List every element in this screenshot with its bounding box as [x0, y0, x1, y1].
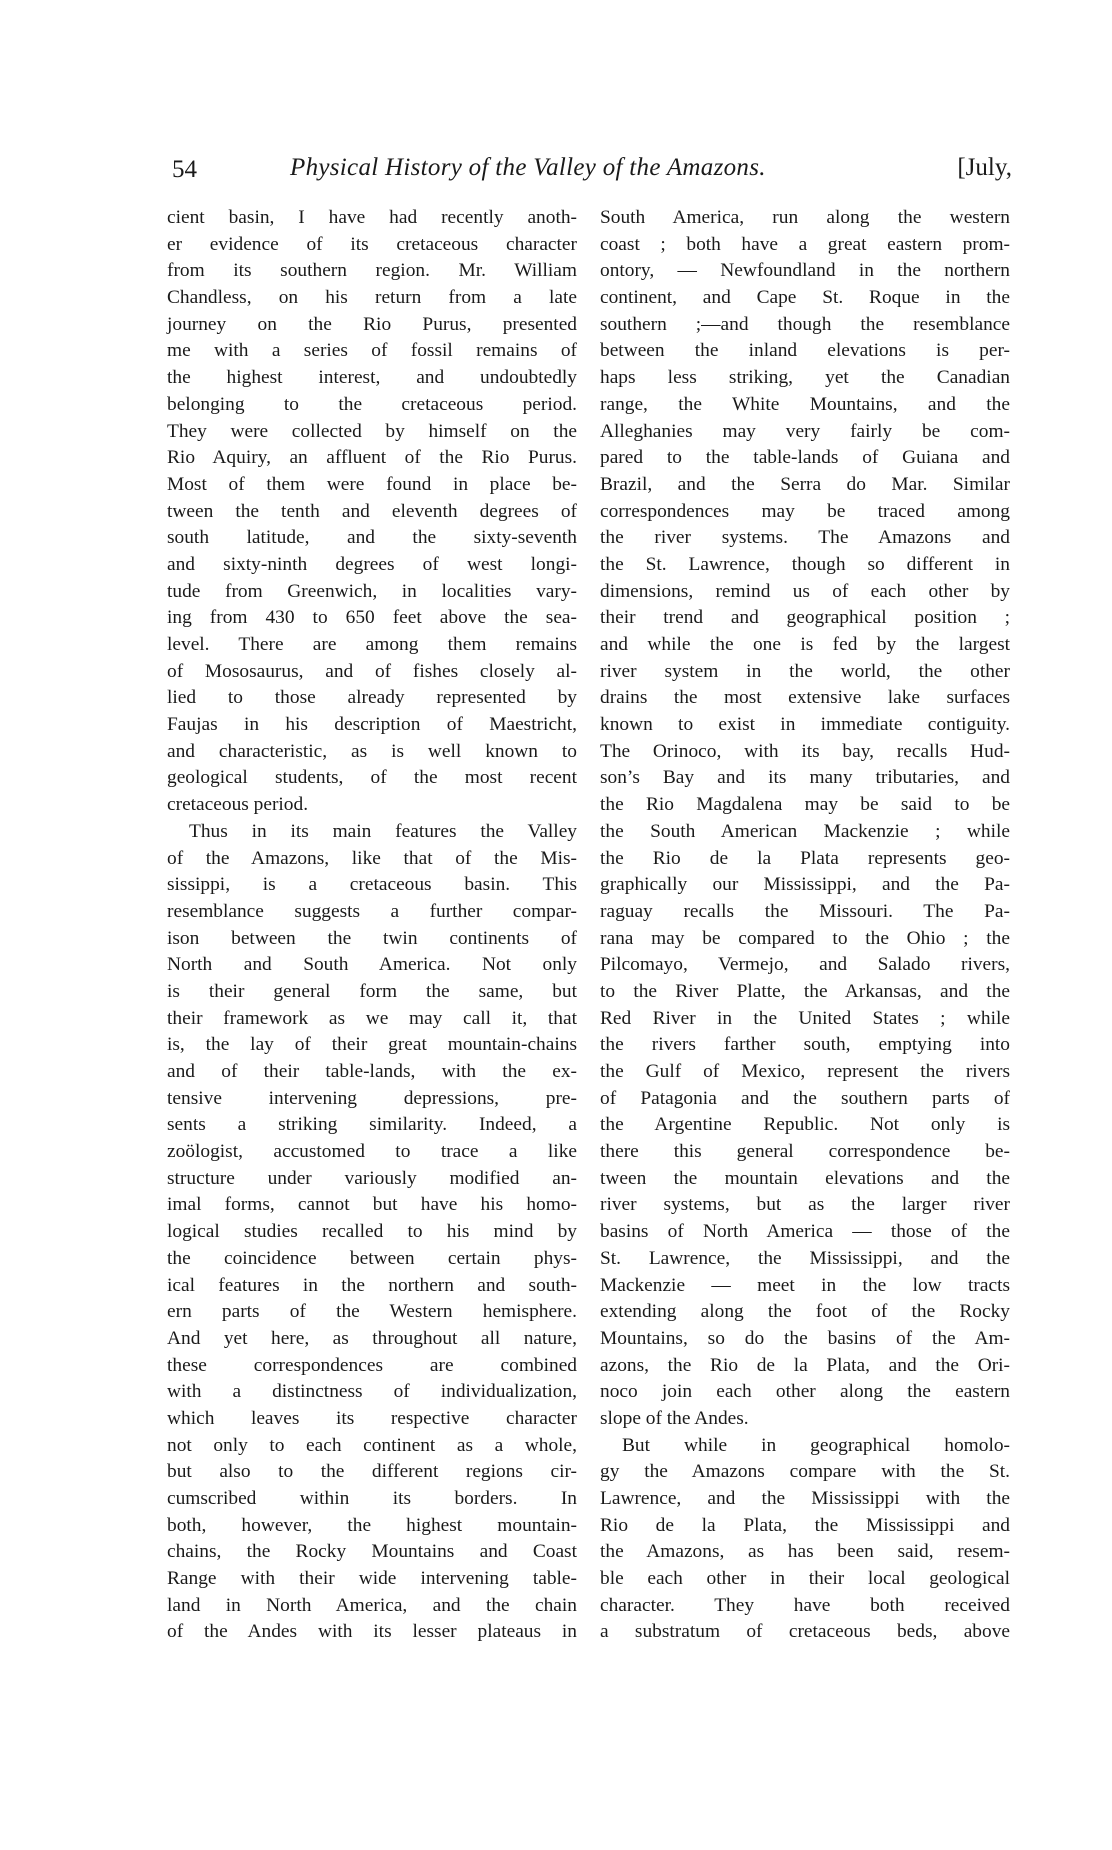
text-line: of Patagonia and the southern parts of [600, 1087, 1010, 1109]
text-line: They were collected by himself on the [167, 420, 577, 442]
text-line: their trend and geographical position ; [600, 607, 1010, 629]
text-line: between the inland elevations is per- [600, 340, 1010, 362]
text-line: rana may be compared to the Ohio ; the [600, 927, 1010, 949]
text-line: the Argentine Republic. Not only is [600, 1114, 1010, 1136]
text-line: Lawrence, and the Mississippi with the [600, 1488, 1010, 1509]
text-line: extending along the foot of the Rocky [600, 1301, 1010, 1323]
text-line: Range with their wide intervening table- [167, 1568, 577, 1590]
text-line: level. There are among them remains [167, 634, 577, 655]
text-line: the highest interest, and undoubtedly [167, 367, 577, 389]
text-line: imal forms, cannot but have his homo- [167, 1194, 577, 1216]
text-line: and while the one is fed by the largest [600, 634, 1010, 655]
text-line: not only to each continent as a whole, [167, 1434, 577, 1456]
text-line: Most of them were found in place be- [167, 473, 577, 495]
text-line: Chandless, on his return from a late [167, 287, 577, 309]
text-line: tensive intervening depressions, pre- [167, 1087, 577, 1109]
text-line: land in North America, and the chain [167, 1594, 577, 1616]
text-line: character. They have both received [600, 1594, 1010, 1616]
text-line: me with a series of fossil remains of [167, 340, 577, 362]
text-line: ison between the twin continents of [167, 927, 577, 949]
text-line: ical features in the northern and south- [167, 1274, 577, 1296]
text-line: of the Andes with its lesser plateaus in [167, 1621, 577, 1643]
text-line: ing from 430 to 650 feet above the sea- [167, 607, 577, 629]
text-line: resemblance suggests a further compar- [167, 900, 577, 922]
text-line: known to exist in immediate contiguity. [600, 714, 1010, 736]
text-line: sents a striking similarity. Indeed, a [167, 1114, 577, 1136]
text-line: their framework as we may call it, that [167, 1007, 577, 1029]
running-title: Physical History of the Valley of the Amazons. [290, 154, 766, 181]
text-line: slope of the Andes. [600, 1407, 749, 1429]
text-line: both, however, the highest mountain- [167, 1514, 577, 1536]
text-line: from its southern region. Mr. William [167, 260, 577, 282]
text-line: tween the tenth and eleventh degrees of [167, 500, 577, 522]
text-line: tude from Greenwich, in localities vary- [167, 580, 577, 602]
text-line: river systems, but as the larger river [600, 1194, 1010, 1216]
text-line: southern ;—and though the resemblance [600, 313, 1010, 335]
text-line: the Rio de la Plata represents geo- [600, 847, 1010, 869]
text-line: cient basin, I have had recently anoth- [167, 207, 577, 228]
text-line: gy the Amazons compare with the St. [600, 1461, 1010, 1483]
text-line: ble each other in their local geological [600, 1568, 1010, 1590]
text-line: these correspondences are combined [167, 1354, 577, 1376]
text-line: structure under variously modified an- [167, 1167, 577, 1189]
text-line: chains, the Rocky Mountains and Coast [167, 1541, 577, 1563]
text-line: south latitude, and the sixty-seventh [167, 527, 577, 549]
text-line: er evidence of its cretaceous character [167, 233, 577, 255]
text-line: pared to the table-lands of Guiana and [600, 447, 1010, 469]
text-line: zoölogist, accustomed to trace a like [167, 1141, 577, 1163]
text-line: is, the lay of their great mountain-chains [167, 1034, 577, 1056]
text-line: correspondences may be traced among [600, 500, 1010, 522]
text-line: the rivers farther south, emptying into [600, 1034, 1010, 1056]
text-line: of Mososaurus, and of fishes closely al- [167, 660, 577, 682]
text-line: azons, the Rio de la Plata, and the Ori- [600, 1354, 1010, 1376]
text-line: South America, run along the western [600, 207, 1010, 228]
text-line: which leaves its respective character [167, 1407, 577, 1429]
text-line: son’s Bay and its many tributaries, and [600, 767, 1010, 789]
text-line: the river systems. The Amazons and [600, 527, 1010, 549]
text-line: is their general form the same, but [167, 980, 577, 1002]
text-line: cretaceous period. [167, 794, 309, 816]
text-line: noco join each other along the eastern [600, 1381, 1010, 1403]
text-line: but also to the different regions cir- [167, 1461, 577, 1483]
text-line: Pilcomayo, Vermejo, and Salado rivers, [600, 954, 1010, 976]
text-line: continent, and Cape St. Roque in the [600, 287, 1010, 309]
text-line: The Orinoco, with its bay, recalls Hud- [600, 740, 1010, 762]
text-line: and of their table-lands, with the ex- [167, 1061, 577, 1082]
text-line: sissippi, is a cretaceous basin. This [167, 874, 577, 896]
text-line: graphically our Mississippi, and the Pa- [600, 874, 1010, 896]
text-line: basins of North America — those of the [600, 1221, 1010, 1243]
text-line: St. Lawrence, the Mississippi, and the [600, 1247, 1010, 1269]
text-line: the Gulf of Mexico, represent the rivers [600, 1061, 1010, 1082]
text-line: the coincidence between certain phys- [167, 1247, 577, 1269]
text-line: with a distinctness of individualization, [167, 1381, 577, 1403]
text-line: drains the most extensive lake surfaces [600, 687, 1010, 709]
text-line: Red River in the United States ; while [600, 1007, 1010, 1029]
text-line: raguay recalls the Missouri. The Pa- [600, 900, 1010, 922]
issue-date: [July, [957, 154, 1012, 181]
text-line: Faujas in his description of Maestricht, [167, 714, 577, 736]
text-line: Rio de la Plata, the Mississippi and [600, 1514, 1010, 1536]
text-line: a substratum of cretaceous beds, above [600, 1621, 1010, 1643]
text-line: haps less striking, yet the Canadian [600, 367, 1010, 389]
text-line: range, the White Mountains, and the [600, 393, 1010, 415]
text-line: Thus in its main features the Valley [189, 820, 577, 842]
text-line: of the Amazons, like that of the Mis- [167, 847, 577, 869]
text-line: Mountains, so do the basins of the Am- [600, 1327, 1010, 1349]
text-line: lied to those already represented by [167, 687, 577, 709]
text-line: and characteristic, as is well known to [167, 740, 577, 762]
text-line: logical studies recalled to his mind by [167, 1221, 577, 1243]
text-line: journey on the Rio Purus, presented [167, 313, 577, 335]
text-line: Mackenzie — meet in the low tracts [600, 1274, 1010, 1296]
text-line: And yet here, as throughout all nature, [167, 1327, 577, 1349]
running-header [172, 148, 1012, 192]
text-line: the St. Lawrence, though so different in [600, 553, 1010, 575]
text-line: North and South America. Not only [167, 954, 577, 976]
text-line: river system in the world, the other [600, 660, 1010, 682]
text-line: Rio Aquiry, an affluent of the Rio Purus. [167, 447, 577, 469]
text-line: ontory, — Newfoundland in the northern [600, 260, 1010, 282]
left-column [167, 205, 577, 1646]
text-line: geological students, of the most recent [167, 767, 577, 789]
text-line: dimensions, remind us of each other by [600, 580, 1010, 602]
text-line: Alleghanies may very fairly be com- [600, 420, 1010, 442]
text-line: and sixty-ninth degrees of west longi- [167, 553, 577, 575]
text-line: there this general correspondence be- [600, 1141, 1010, 1163]
text-line: cumscribed within its borders. In [167, 1488, 577, 1509]
text-line: the Amazons, as has been said, resem- [600, 1541, 1010, 1563]
text-line: the South American Mackenzie ; while [600, 820, 1010, 842]
text-line: But while in geographical homolo- [622, 1434, 1010, 1456]
page-number: 54 [172, 156, 197, 183]
text-line: Brazil, and the Serra do Mar. Similar [600, 473, 1010, 495]
text-line: ern parts of the Western hemisphere. [167, 1301, 577, 1323]
text-line: to the River Platte, the Arkansas, and the [600, 980, 1010, 1002]
text-line: coast ; both have a great eastern prom- [600, 233, 1010, 255]
text-line: tween the mountain elevations and the [600, 1167, 1010, 1189]
text-line: belonging to the cretaceous period. [167, 393, 577, 415]
text-line: the Rio Magdalena may be said to be [600, 794, 1010, 816]
right-column [600, 205, 1010, 1646]
